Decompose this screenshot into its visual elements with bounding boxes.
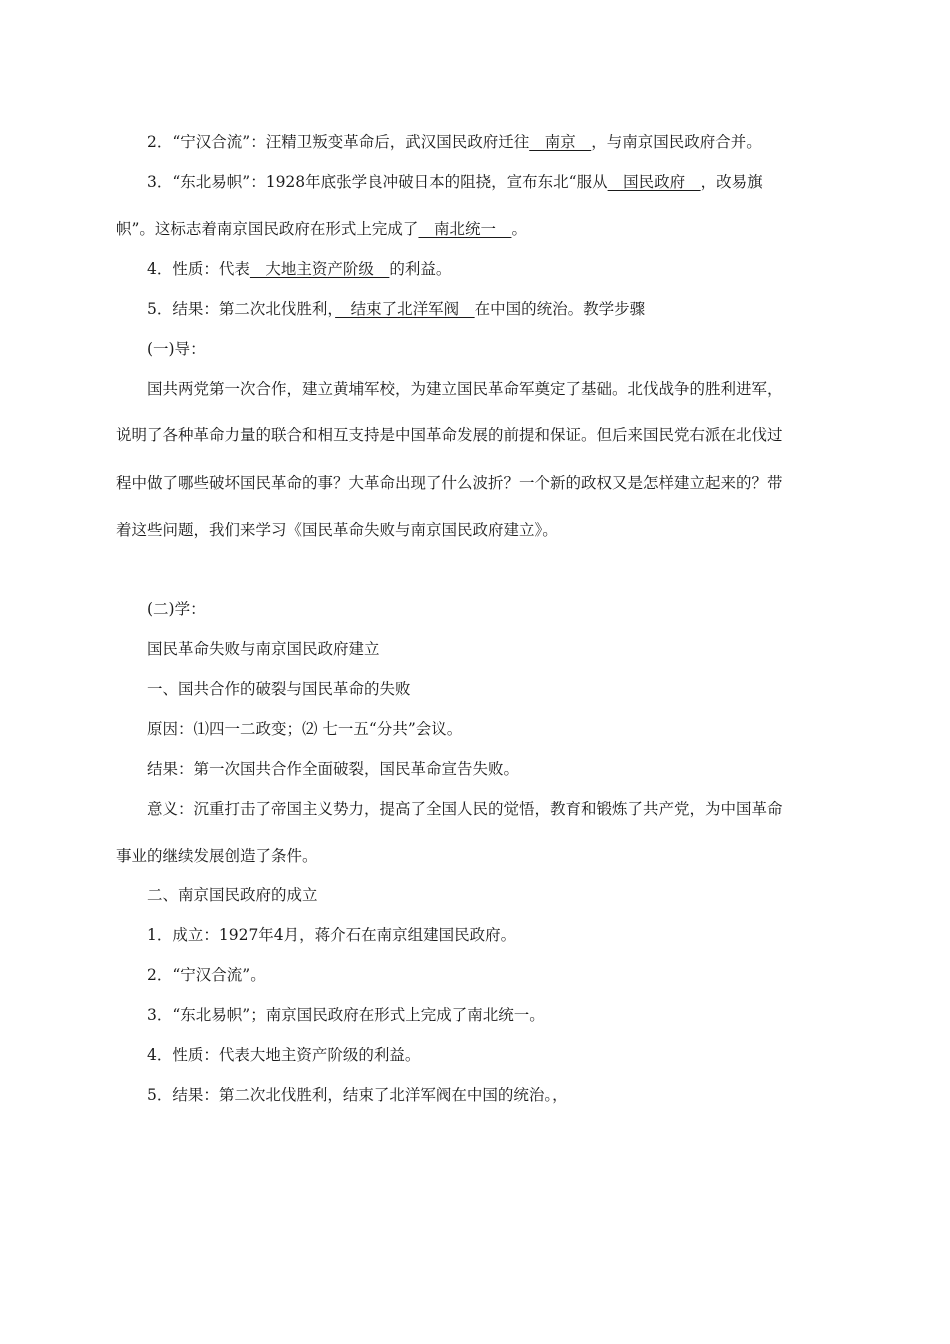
- answer-blank-nanbei-tongyi: 南北统一: [418, 220, 512, 238]
- section-heading-xue: (二)学：: [147, 600, 206, 618]
- dao-paragraph-line: 说明了各种革命力量的联合和相互支持是中国革命发展的前提和保证。但后来国民党右派在北伐过: [116, 426, 783, 444]
- lesson-title: 国民革命失败与南京国民政府建立: [147, 640, 380, 658]
- summary-item-1: 1．成立：1927年4月，蒋介石在南京组建国民政府。: [147, 926, 517, 944]
- subsection-heading-2: 二、南京国民政府的成立: [147, 886, 318, 904]
- summary-item-5: 5．结果：第二次北伐胜利，结束了北洋军阀在中国的统治。，: [147, 1086, 568, 1104]
- answer-blank-beiyang: 结束了北洋军阀: [335, 300, 475, 318]
- result-line: 结果：第一次国共合作全面破裂，国民革命宣告失败。: [147, 760, 520, 778]
- item-3-dongbei-yizhi: 3．“东北易帜”：1928年底张学良冲破日本的阻挠，宣布东北“服从 国民政府 ，改易旗: [147, 173, 763, 191]
- item-3-continued: 帜”。这标志着南京国民政府在形式上完成了 南北统一 。: [116, 220, 527, 238]
- answer-blank-nanjing: 南京: [529, 133, 592, 151]
- dao-paragraph-line: 着这些问题，我们来学习《国民革命失败与南京国民政府建立》。: [116, 521, 558, 539]
- dao-paragraph-line: 程中做了哪些破坏国民革命的事？大革命出现了什么波折？一个新的政权又是怎样建立起来的？带: [116, 474, 783, 492]
- item-4-xingzhi: 4．性质：代表 大地主资产阶级 的利益。: [147, 260, 452, 278]
- subsection-heading-1: 一、国共合作的破裂与国民革命的失败: [147, 680, 411, 698]
- summary-item-3: 3．“东北易帜”；南京国民政府在形式上完成了南北统一。: [147, 1006, 545, 1024]
- item-5-jieguo: 5．结果：第二次北伐胜利， 结束了北洋军阀 在中国的统治。教学步骤: [147, 300, 646, 318]
- answer-blank-guomin-zhengfu: 国民政府: [607, 173, 701, 191]
- answer-blank-dadizhu: 大地主资产阶级: [249, 260, 390, 278]
- item-2-ninghan-heliu: 2．“宁汉合流”：汪精卫叛变革命后，武汉国民政府迁往 南京 ，与南京国民政府合并。: [147, 133, 762, 151]
- meaning-line-continued: 事业的继续发展创造了条件。: [116, 847, 318, 865]
- reason-line: 原因：⑴四一二政变；⑵ 七一五“分共”会议。: [147, 720, 463, 738]
- section-heading-dao: (一)导：: [147, 340, 206, 358]
- meaning-line: 意义：沉重打击了帝国主义势力，提高了全国人民的觉悟，教育和锻炼了共产党，为中国革命: [147, 800, 783, 818]
- summary-item-4: 4．性质：代表大地主资产阶级的利益。: [147, 1046, 421, 1064]
- dao-paragraph-line: 国共两党第一次合作，建立黄埔军校，为建立国民革命军奠定了基础。北伐战争的胜利进军，: [147, 380, 783, 398]
- summary-item-2: 2．“宁汉合流”。: [147, 966, 266, 984]
